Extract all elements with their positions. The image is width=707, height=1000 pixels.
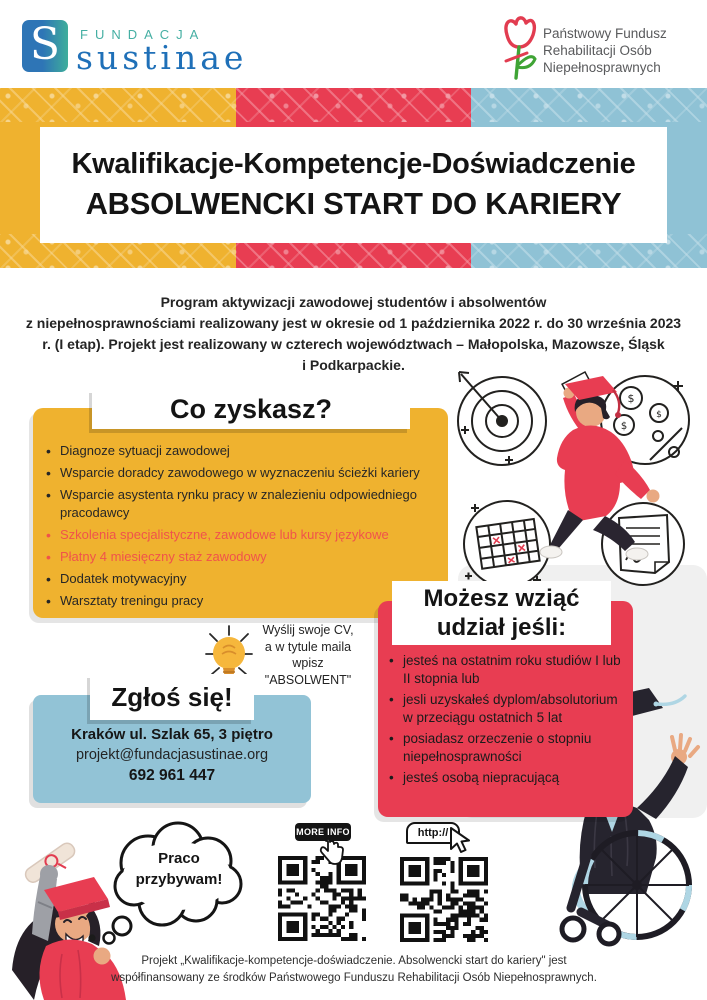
eligibility-item: • jesli uzyskałeś dyplom/absolutorium w przeciągu ostatnich 5 lat	[388, 691, 628, 726]
http-label: http://	[406, 822, 460, 844]
intro-line1: Program aktywizacji zawodowej studentów i absolwentów	[160, 294, 547, 310]
poster-title-line2: ABSOLWENCKI START DO KARIERY	[85, 186, 622, 221]
bubble-line2: przybywam!	[135, 871, 223, 888]
benefit-item: • Wsparcie asystenta rynku pracy w znalezieniu odpowiedniego pracodawcy	[44, 486, 440, 522]
hand-cursor-icon	[318, 838, 344, 868]
sustinae-logo-word: FUNDACJA	[80, 27, 206, 42]
poster-title-line1: Kwalifikacje-Kompetencje-Doświadczenie	[71, 148, 636, 180]
pfron-line3: Niepełnosprawnych	[543, 60, 661, 75]
pfron-line1: Państwowy Fundusz	[543, 26, 667, 41]
eligibility-item: • posiadasz orzeczenie o stopniu niepełnosprawności	[388, 730, 628, 765]
cv-instruction	[248, 622, 368, 688]
benefit-item-highlight: • Szkolenia specjalistyczne, zawodowe lub kursy językowe	[44, 526, 440, 544]
eligibility-heading	[392, 581, 611, 645]
benefits-list	[44, 442, 440, 614]
footer-note	[34, 953, 674, 987]
benefit-item: • Dodatek motywacyjny	[44, 570, 440, 588]
eligibility-heading-line1: Możesz wziąć	[423, 585, 580, 612]
sustinae-logo-mark	[22, 20, 68, 72]
bubble-line1: Praco	[158, 850, 200, 867]
contact-email: projekt@fundacjasustinae.org	[75, 747, 269, 763]
banner	[0, 88, 707, 268]
pfron-tulip-icon	[499, 14, 539, 82]
cv-line3: wpisz	[292, 656, 324, 670]
sustinae-logo-name: sustinae	[76, 38, 248, 77]
eligibility-item: • jesteś osobą niepracującą	[388, 769, 628, 787]
contact-address: Kraków ul. Szlak 65, 3 piętro	[71, 726, 273, 743]
apply-heading: Zgłoś się!	[90, 674, 254, 720]
benefit-item: • Wsparcie doradcy zawodowego w wyznaczeniu ścieżki kariery	[44, 464, 440, 482]
eligibility-list	[388, 652, 628, 791]
sustinae-logo-letter: S	[29, 18, 61, 70]
graduate-running-illustration	[445, 368, 707, 608]
contact-phone: 692 961 447	[128, 767, 216, 784]
pfron-line2: Rehabilitacji Osób	[543, 43, 652, 58]
footer-line2: współfinansowany ze środków Państwowego Funduszu Rehabilitacji Osób Niepełnosprawnych.	[111, 972, 597, 984]
svg-text:$: $	[656, 410, 662, 420]
speech-bubble-text	[118, 848, 240, 890]
arrow-cursor-icon	[448, 826, 470, 854]
qr-code-website	[400, 857, 488, 942]
svg-text:$: $	[627, 392, 635, 405]
benefit-item: • Diagnoze sytuacji zawodowej	[44, 442, 440, 460]
intro-line3: r. (I etap). Projekt jest realizowany w czterech województwach – Małopolska, Mazowsze, Śląsk	[42, 336, 665, 352]
cv-line4: "ABSOLWENT"	[264, 672, 352, 687]
benefit-item-highlight: • Płatny 4 miesięczny staż zawodowy	[44, 548, 440, 566]
more-info-button: MORE INFO	[295, 823, 351, 841]
cv-line1: Wyślij swoje CV,	[262, 623, 354, 637]
header	[0, 0, 707, 88]
pfron-logo-text	[543, 25, 667, 76]
intro-line2: z niepełnosprawnościami realizowany jest w okresie od 1 października 2022 r. do 30 września 2023	[25, 315, 682, 331]
benefits-heading: Co zyskasz?	[92, 389, 410, 429]
eligibility-item: • jesteś na ostatnim roku studiów I lub II stopnia lub	[388, 652, 628, 687]
intro-line4: i Podkarpackie.	[302, 357, 405, 373]
intro-paragraph	[0, 292, 707, 376]
qr-code-more-info	[278, 856, 366, 941]
contact-block	[33, 726, 311, 785]
cv-line2: a w tytule maila	[264, 639, 352, 654]
footer-line1: Projekt „Kwalifikacje-kompetencje-doświadczenie. Absolwencki start do kariery" jest	[141, 955, 567, 967]
eligibility-heading-line2: udział jeśli:	[436, 614, 567, 641]
banner-doodles-top	[0, 88, 707, 122]
benefit-item: • Warsztaty treningu pracy	[44, 592, 440, 610]
title-box	[40, 127, 667, 243]
svg-text:$: $	[620, 421, 628, 432]
